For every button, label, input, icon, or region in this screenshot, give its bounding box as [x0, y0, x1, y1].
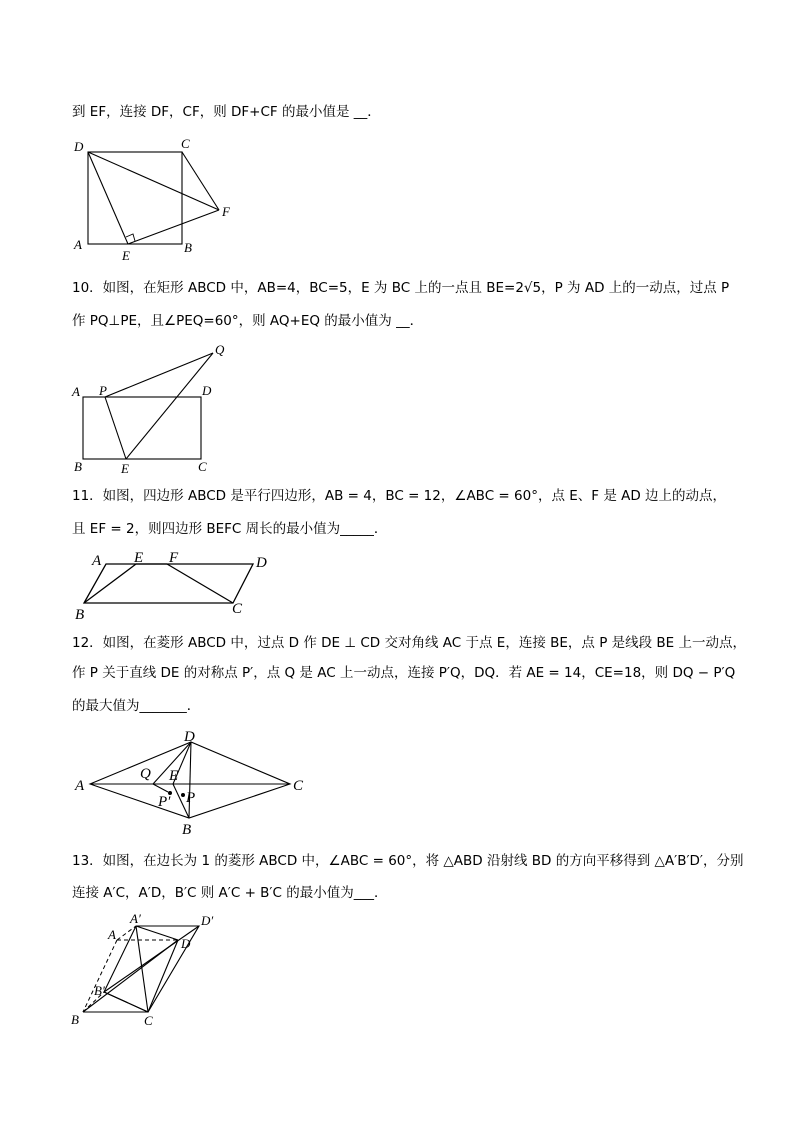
- label-d: D: [181, 936, 191, 951]
- label-f: F: [222, 204, 230, 219]
- label-e: E: [122, 248, 130, 263]
- label-b: B: [74, 459, 82, 474]
- label-a: A: [92, 553, 102, 569]
- q13-text-2: 连接 A′C，A′D，B′C 则 A′C + B′C 的最小值为___．: [72, 885, 388, 901]
- label-d: D: [184, 729, 195, 745]
- label-b: B: [182, 822, 192, 838]
- q10-text-2: 作 PQ⊥PE，且∠PEQ=60°，则 AQ+EQ 的最小值为 __．: [72, 313, 424, 329]
- label-e: E: [134, 550, 144, 566]
- label-q: Q: [215, 342, 225, 357]
- q13-text-1: 13．如图，在边长为 1 的菱形 ABCD 中，∠ABC = 60°，将 △ABD 沿射线 BD 的方向平移得到 △A′B′D′，分别: [72, 853, 744, 869]
- label-a: A: [108, 927, 116, 942]
- q12-figure: [66, 722, 326, 844]
- q13-figure: [64, 908, 234, 1033]
- label-f: F: [169, 550, 179, 566]
- q9-figure: [66, 135, 246, 265]
- label-a-prime: A′: [130, 911, 141, 926]
- label-b-prime: B′: [94, 983, 105, 998]
- label-d: D: [256, 555, 267, 571]
- q12-text-1: 12．如图，在菱形 ABCD 中，过点 D 作 DE ⊥ CD 交对角线 AC 于点 E，连接 BE，点 P 是线段 BE 上一动点，: [72, 635, 746, 651]
- label-a: A: [75, 778, 85, 794]
- label-e: E: [169, 768, 179, 784]
- label-b: B: [75, 607, 85, 623]
- label-b: B: [184, 240, 192, 255]
- q10-figure: [66, 340, 236, 480]
- q11-text-2: 且 EF = 2，则四边形 BEFC 周长的最小值为_____．: [72, 521, 388, 537]
- label-d: D: [202, 383, 212, 398]
- q12-text-3: 的最大值为_______．: [72, 698, 201, 714]
- q11-figure: [66, 545, 286, 625]
- q10-text-1: 10．如图，在矩形 ABCD 中，AB=4，BC=5，E 为 BC 上的一点且 BE=2√5，P 为 AD 上的一动点，过点 P: [72, 280, 730, 296]
- q9-text: 到 EF，连接 DF，CF，则 DF+CF 的最小值是 __．: [72, 104, 381, 120]
- label-p-prime: P′: [158, 794, 171, 810]
- label-b: B: [71, 1012, 79, 1027]
- label-c: C: [181, 136, 190, 151]
- label-e: E: [121, 461, 129, 476]
- label-d: D: [74, 139, 84, 154]
- label-q: Q: [140, 766, 151, 782]
- q11-text-1: 11．如图，四边形 ABCD 是平行四边形，AB = 4，BC = 12，∠ABC = 60°，点 E、F 是 AD 边上的动点，: [72, 488, 727, 504]
- label-a: A: [72, 384, 80, 399]
- label-d-prime: D′: [201, 913, 214, 928]
- label-p: P: [99, 383, 107, 398]
- label-a: A: [74, 237, 82, 252]
- q12-text-2: 作 P 关于直线 DE 的对称点 P′，点 Q 是 AC 上一动点，连接 P′Q，DQ．若 AE = 14，CE=18，则 DQ − P′Q: [72, 665, 736, 681]
- label-c: C: [232, 601, 243, 617]
- label-c: C: [144, 1013, 153, 1028]
- label-c: C: [293, 778, 304, 794]
- label-p: P: [186, 790, 196, 806]
- label-c: C: [198, 459, 207, 474]
